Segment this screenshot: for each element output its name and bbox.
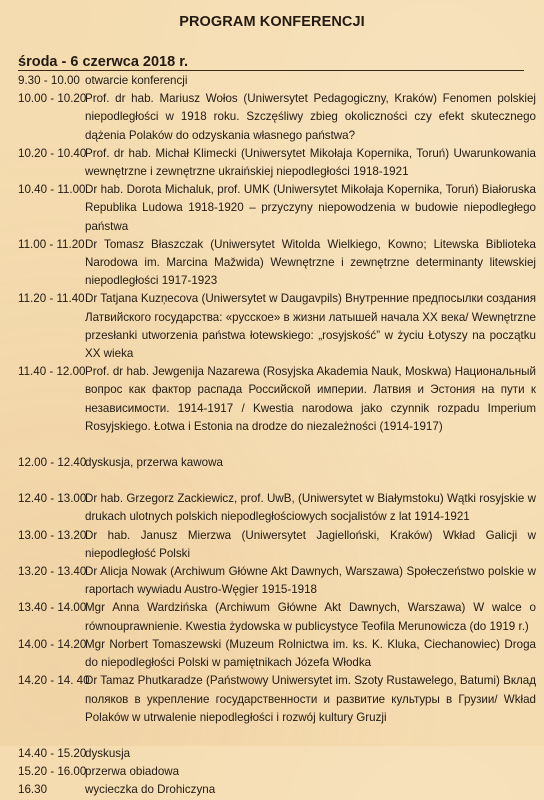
- program-row: [18, 181, 538, 236]
- program-time: 11.40 - 12.00: [18, 365, 86, 379]
- program-description: Dr Alicja Nowak (Archiwum Główne Akt Dawnych, Warszawa) Społeczeństwo polskie w raportach wywiadu Austro-Węgier 1915-1918: [85, 565, 536, 597]
- program-description: Prof. dr hab. Mariusz Wołos (Uniwersytet Pedagogiczny, Kraków) Fenomen polskiej niepodległości w 1918 roku. Szczęśliwy zbieg okoliczności czy efekt skutecznego dążenia Polaków do odzyskania własnego państwa?: [85, 92, 536, 142]
- program-time: 14.00 - 14.20: [18, 637, 87, 651]
- program-description: Prof. dr hab. Michał Klimecki (Uniwersytet Mikołaja Kopernika, Toruń) Uwarunkowania wewnętrzne i zewnętrzne ukraińskiej niepodległości 1918-1921: [85, 146, 536, 179]
- program-time: 10.20 - 10.40: [18, 146, 87, 160]
- program-description: otwarcie konferencji: [85, 74, 188, 87]
- program-row: [18, 781, 538, 799]
- program-row: [18, 763, 538, 781]
- program-description: dyskusja: [85, 746, 131, 760]
- program-row: [18, 745, 538, 763]
- program-time: 14.20 - 14. 40: [18, 674, 90, 688]
- program-row: [18, 236, 538, 291]
- program-time: 13.00 - 13.20: [18, 528, 87, 542]
- program-time: 15.20 - 16.00: [18, 765, 87, 779]
- program-time: 12.40 - 13.00: [18, 492, 87, 506]
- program-time: 14.40 - 15.20: [18, 746, 87, 760]
- page-title: PROGRAM KONFERENCJI: [179, 14, 365, 30]
- program-row: [18, 290, 538, 363]
- program-description: Mgr Anna Wardzińska (Archiwum Główne Akt Dawnych, Warszawa) W walce o równouprawnienie. Kwestia żydowska w publicystyce Teofila Merunowicza (do 1919 r.): [85, 601, 536, 633]
- program-description: dyskusja, przerwa kawowa: [85, 456, 223, 470]
- program-row: [18, 672, 538, 727]
- program-description: Dr Tatjana Kuzņecova (Uniwersytet w Daugavpils) Внутренние предпосылки создания Латвийского государства: «русское» в жизни латышей начала XX века/ Wewnętrzne przesłanki utworzenia państwa łotewskiego: „rosyjskość” w życiu Łotyszy na początku XX wieka: [85, 292, 536, 361]
- program-description: Dr Tomasz Błaszczak (Uniwersytet Witolda Wielkiego, Kowno; Litewska Biblioteka Narodowa im. Marcina Mažwida) Wewnętrzne i zewnętrzne determinanty litewskiej niepodległości 1917-1923: [85, 237, 536, 288]
- program-row: [18, 527, 538, 563]
- program-time: 10.40 - 11.00: [18, 183, 86, 197]
- program-row: [18, 90, 538, 145]
- program-row: [18, 599, 538, 635]
- program-description: Dr hab. Dorota Michaluk, prof. UMK (Uniwersytet Mikołaja Kopernika, Toruń) Białoruska Republika Ludowa 1918-1920 – przyczyny niepowodzenia w budowie niepodległego państwa: [85, 183, 536, 233]
- program-row: [18, 563, 538, 599]
- program-description: Dr hab. Grzegorz Zackiewicz, prof. UwB, (Uniwersytet w Białymstoku) Wątki rosyjskie w drukach ulotnych polskich niepodległościowych socjalistów z lat 1914-1921: [85, 492, 536, 524]
- program-description: wycieczka do Drohiczyna: [85, 783, 216, 797]
- program-time: 10.00 - 10.20: [18, 92, 87, 106]
- program-description: Mgr Norbert Tomaszewski (Muzeum Rolnictwa im. ks. K. Kluka, Ciechanowiec) Droga do niepodległości Polski w pamiętnikach Józefa Włodka: [85, 637, 536, 670]
- program-time: 11.00 - 11.20: [18, 237, 85, 251]
- program-time: 13.40 - 14.00: [18, 601, 87, 615]
- program-time: 9.30 - 10.00: [18, 74, 80, 87]
- program-list: [18, 72, 538, 800]
- program-description: przerwa obiadowa: [85, 765, 180, 779]
- program-row: [18, 72, 538, 90]
- program-row: [18, 490, 538, 526]
- program-row: [18, 145, 538, 181]
- program-time: 13.20 - 13.40: [18, 565, 87, 579]
- program-description: Dr hab. Janusz Mierzwa (Uniwersytet Jagielloński, Kraków) Wkład Galicji w niepodległość Polski: [85, 528, 536, 560]
- program-row: [18, 454, 538, 472]
- program-row: [18, 636, 538, 672]
- program-spacer: [18, 472, 538, 490]
- program-row: [18, 363, 538, 436]
- program-description: Prof. dr hab. Jewgenija Nazarewa (Rosyjska Akademia Nauk, Moskwa) Национальный вопрос как фактор распада Российской империи. Латвия и Эстония на пути к независимости. 1914-1917 / Kwestia narodowa jako czynnik rozpadu Imperium Rosyjskiego. Łotwa i Estonia na drodze do niezależności (1914-1917): [85, 365, 536, 433]
- date-underline: [18, 70, 524, 71]
- program-spacer: [18, 727, 538, 745]
- program-description: Dr Tamaz Phutkaradze (Państwowy Uniwersytet im. Szoty Rustawelego, Batumi) Вклад поляков в укрепление государственности и развитие культуры в Грузии/ Wkład Polaków w utrwalenie niepodległości i rozwój kultury Gruzji: [85, 674, 536, 724]
- program-spacer: [18, 436, 538, 454]
- program-time: 11.20 - 11.40: [18, 292, 85, 306]
- program-time: 12.00 - 12.40: [18, 456, 87, 470]
- date-heading: środa - 6 czerwca 2018 r.: [18, 54, 189, 70]
- program-time: 16.30: [18, 783, 48, 797]
